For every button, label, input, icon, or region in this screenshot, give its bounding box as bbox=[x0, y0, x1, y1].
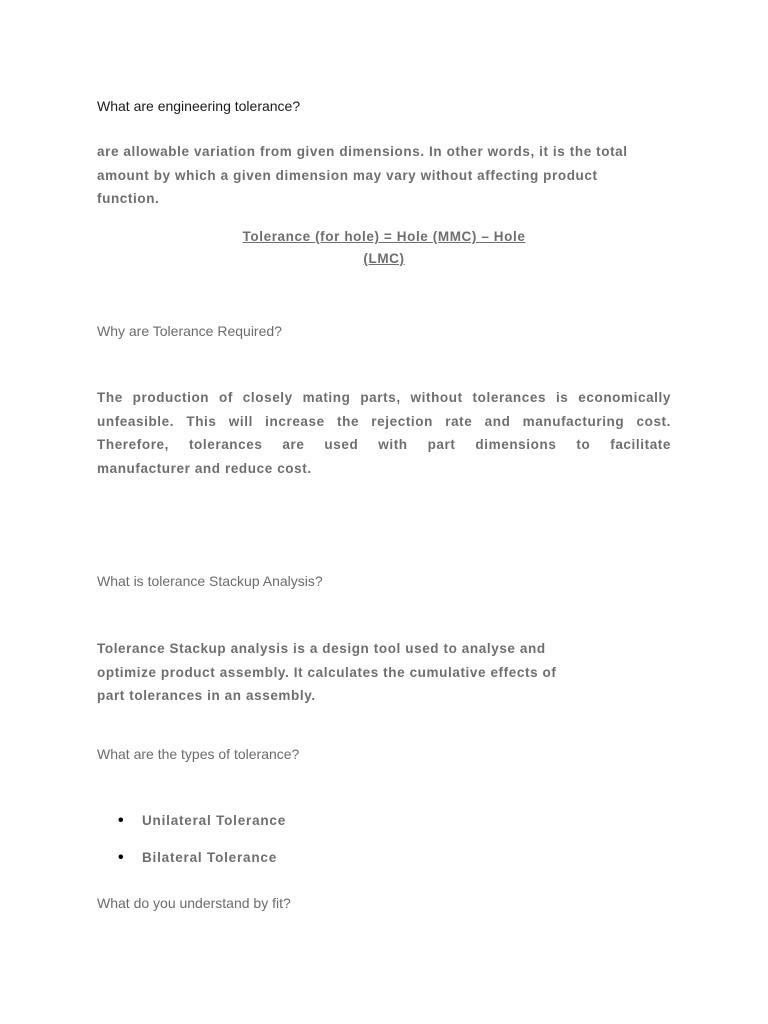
heading-stackup-analysis: What is tolerance Stackup Analysis? bbox=[97, 573, 323, 589]
heading-fit: What do you understand by fit? bbox=[97, 895, 291, 911]
paragraph-line: part tolerances in an assembly. bbox=[97, 688, 316, 703]
paragraph-line: unfeasible. This will increase the rejection rate and manufacturing cost. bbox=[97, 413, 671, 429]
paragraph-definition bbox=[97, 140, 671, 211]
paragraph-line: manufacturer and reduce cost. bbox=[97, 460, 312, 476]
paragraph-line: amount by which a given dimension may vary without affecting product bbox=[97, 167, 598, 183]
formula-line-1: Tolerance (for hole) = Hole (MMC) – Hole bbox=[242, 229, 526, 244]
list-item-label: Unilateral Tolerance bbox=[142, 813, 287, 828]
tolerance-types-list bbox=[118, 810, 286, 884]
bullet-icon: • bbox=[118, 812, 125, 829]
heading-why-tolerance: Why are Tolerance Required? bbox=[97, 323, 282, 339]
paragraph-line: Tolerance Stackup analysis is a design tool used to analyse and bbox=[97, 641, 546, 656]
paragraph-line: are allowable variation from given dimensions. In other words, it is the total bbox=[97, 144, 628, 159]
paragraph-line: Therefore, tolerances are used with part dimensions to facilitate bbox=[97, 437, 671, 452]
list-item-label: Bilateral Tolerance bbox=[142, 850, 277, 865]
list-item bbox=[118, 810, 286, 847]
paragraph-line: function. bbox=[97, 191, 160, 206]
bullet-icon: • bbox=[118, 849, 125, 866]
heading-engineering-tolerance: What are engineering tolerance? bbox=[97, 98, 301, 114]
paragraph-line: optimize product assembly. It calculates the cumulative effects of bbox=[97, 664, 557, 680]
paragraph-line: The production of closely mating parts, without tolerances is economically bbox=[97, 390, 671, 405]
paragraph-stackup bbox=[97, 637, 671, 708]
formula-line-2: (LMC) bbox=[363, 251, 405, 266]
paragraph-why-tolerance bbox=[97, 386, 671, 480]
list-item bbox=[118, 847, 286, 884]
tolerance-formula bbox=[0, 226, 768, 270]
heading-types-of-tolerance: What are the types of tolerance? bbox=[97, 746, 300, 762]
